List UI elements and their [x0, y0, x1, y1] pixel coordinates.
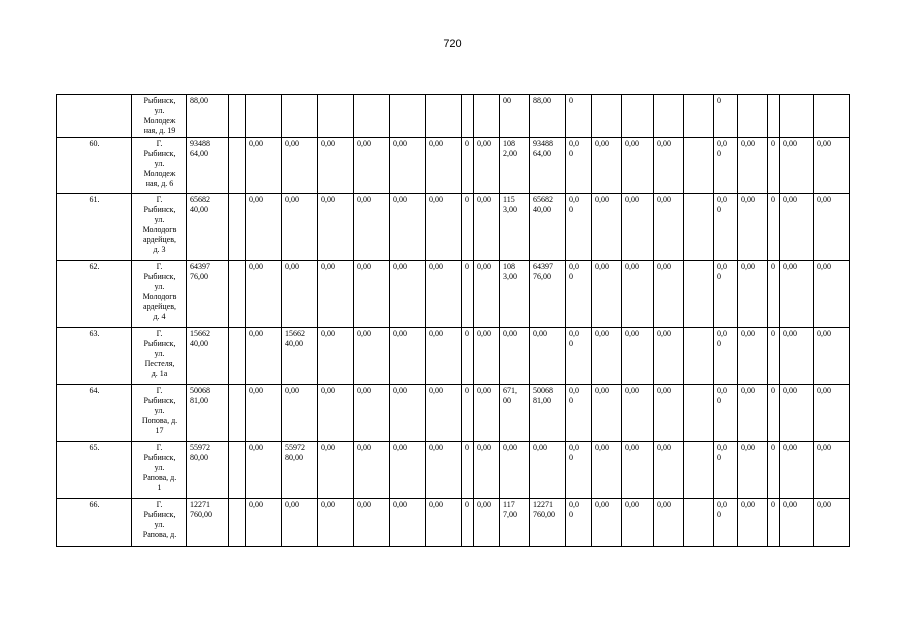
address-cell: Г. Рыбинск, ул. Рапова, д. 1 [132, 442, 187, 499]
value-cell [684, 138, 714, 194]
value-cell: 0,0 0 [714, 138, 738, 194]
value-cell: 0,00 [246, 328, 282, 385]
address-cell: Г. Рыбинск, ул. Попова, д. 17 [132, 385, 187, 442]
value-cell [229, 499, 246, 547]
value-cell: 0,00 [500, 442, 530, 499]
row-number-cell: 60. [57, 138, 132, 194]
value-cell: 0,00 [654, 385, 684, 442]
value-cell: 0,00 [654, 442, 684, 499]
value-cell: 0,00 [390, 261, 426, 328]
value-cell: 55972 80,00 [282, 442, 318, 499]
address-cell: Рыбинск, ул. Молодеж ная, д. 19 [132, 95, 187, 138]
value-cell: 0,00 [814, 442, 850, 499]
value-cell: 0,00 [738, 328, 768, 385]
value-cell: 0,0 0 [566, 194, 592, 261]
value-cell: 108 3,00 [500, 261, 530, 328]
value-cell: 117 7,00 [500, 499, 530, 547]
value-cell: 0,00 [592, 385, 622, 442]
value-cell: 12271 760,00 [187, 499, 229, 547]
data-table [56, 94, 850, 547]
value-cell: 93488 64,00 [187, 138, 229, 194]
value-cell: 0,00 [738, 385, 768, 442]
value-cell: 0,00 [390, 194, 426, 261]
value-cell: 0 [768, 261, 780, 328]
table-row [57, 499, 850, 547]
value-cell: 0,0 0 [566, 442, 592, 499]
value-cell: 0,00 [592, 442, 622, 499]
value-cell: 64397 76,00 [530, 261, 566, 328]
table-row [57, 261, 850, 328]
value-cell [426, 95, 462, 138]
value-cell: 0,00 [282, 138, 318, 194]
value-cell: 0,00 [780, 261, 814, 328]
value-cell: 0,0 0 [566, 328, 592, 385]
value-cell: 0,00 [622, 138, 654, 194]
table-row [57, 385, 850, 442]
value-cell: 88,00 [530, 95, 566, 138]
value-cell: 0,00 [390, 385, 426, 442]
value-cell: 0,00 [654, 328, 684, 385]
value-cell: 0,0 0 [566, 499, 592, 547]
value-cell: 64397 76,00 [187, 261, 229, 328]
value-cell: 0,00 [426, 138, 462, 194]
value-cell: 0 [462, 499, 474, 547]
value-cell [684, 442, 714, 499]
value-cell: 0 [462, 385, 474, 442]
value-cell [684, 328, 714, 385]
value-cell: 0 [462, 138, 474, 194]
address-cell: Г. Рыбинск, ул. Молодогв ардейцев, д. 4 [132, 261, 187, 328]
value-cell [462, 95, 474, 138]
value-cell: 0,00 [474, 261, 500, 328]
value-cell: 0,00 [354, 261, 390, 328]
row-number-cell: 61. [57, 194, 132, 261]
value-cell [229, 261, 246, 328]
value-cell: 0 [462, 328, 474, 385]
value-cell: 115 3,00 [500, 194, 530, 261]
value-cell: 0,00 [592, 499, 622, 547]
value-cell: 0,00 [780, 194, 814, 261]
value-cell: 0,00 [654, 499, 684, 547]
value-cell: 0,00 [622, 194, 654, 261]
value-cell: 0,00 [622, 261, 654, 328]
value-cell [474, 95, 500, 138]
value-cell: 0,00 [814, 261, 850, 328]
row-number-cell: 65. [57, 442, 132, 499]
value-cell: 0 [714, 95, 738, 138]
value-cell: 0,00 [654, 261, 684, 328]
value-cell [684, 261, 714, 328]
value-cell: 0 [462, 194, 474, 261]
value-cell: 0,00 [390, 138, 426, 194]
value-cell: 0,00 [318, 499, 354, 547]
value-cell: 0,00 [780, 328, 814, 385]
value-cell: 0,00 [592, 328, 622, 385]
value-cell: 671, 00 [500, 385, 530, 442]
value-cell [318, 95, 354, 138]
value-cell: 0,00 [426, 385, 462, 442]
value-cell: 0,00 [738, 442, 768, 499]
value-cell: 0,00 [474, 442, 500, 499]
value-cell: 0,00 [622, 499, 654, 547]
value-cell: 0,00 [622, 385, 654, 442]
value-cell: 00 [500, 95, 530, 138]
value-cell [622, 95, 654, 138]
row-number-cell: 62. [57, 261, 132, 328]
table-row [57, 95, 850, 138]
value-cell: 0,00 [780, 385, 814, 442]
value-cell: 0,00 [318, 385, 354, 442]
value-cell: 50068 81,00 [530, 385, 566, 442]
value-cell: 0,00 [738, 261, 768, 328]
value-cell [282, 95, 318, 138]
value-cell: 88,00 [187, 95, 229, 138]
value-cell: 0 [462, 442, 474, 499]
value-cell: 0,00 [780, 499, 814, 547]
value-cell: 0,00 [814, 385, 850, 442]
value-cell: 0 [768, 194, 780, 261]
value-cell: 0,00 [390, 442, 426, 499]
value-cell: 0,00 [282, 385, 318, 442]
address-cell: Г. Рыбинск, ул. Пестеля, д. 1а [132, 328, 187, 385]
value-cell: 0,00 [814, 138, 850, 194]
value-cell: 0,00 [354, 385, 390, 442]
value-cell: 0,00 [814, 328, 850, 385]
value-cell: 0,00 [474, 499, 500, 547]
value-cell: 0,00 [814, 194, 850, 261]
row-number-cell: 64. [57, 385, 132, 442]
row-number-cell: 66. [57, 499, 132, 547]
value-cell [229, 442, 246, 499]
value-cell [229, 328, 246, 385]
value-cell [738, 95, 768, 138]
row-number-cell: 63. [57, 328, 132, 385]
table-row [57, 194, 850, 261]
value-cell: 0,00 [426, 442, 462, 499]
value-cell: 55972 80,00 [187, 442, 229, 499]
value-cell: 0,00 [474, 194, 500, 261]
value-cell: 0,00 [354, 499, 390, 547]
value-cell: 0,00 [426, 499, 462, 547]
value-cell [654, 95, 684, 138]
value-cell: 65682 40,00 [530, 194, 566, 261]
value-cell: 0,00 [474, 328, 500, 385]
value-cell: 0,00 [318, 194, 354, 261]
value-cell: 0,00 [282, 499, 318, 547]
value-cell: 0,00 [282, 194, 318, 261]
value-cell: 108 2,00 [500, 138, 530, 194]
value-cell: 0,00 [354, 442, 390, 499]
value-cell: 0,0 0 [714, 328, 738, 385]
value-cell: 0,0 0 [566, 385, 592, 442]
value-cell: 0,0 0 [714, 385, 738, 442]
value-cell [592, 95, 622, 138]
value-cell: 0,0 0 [714, 499, 738, 547]
value-cell: 0,00 [246, 385, 282, 442]
value-cell [684, 499, 714, 547]
value-cell: 15662 40,00 [187, 328, 229, 385]
value-cell: 0,0 0 [566, 138, 592, 194]
value-cell: 0,00 [246, 261, 282, 328]
value-cell: 0,00 [318, 328, 354, 385]
value-cell [354, 95, 390, 138]
value-cell: 0,00 [738, 499, 768, 547]
value-cell [229, 95, 246, 138]
value-cell: 0 [768, 138, 780, 194]
value-cell: 93488 64,00 [530, 138, 566, 194]
value-cell [684, 194, 714, 261]
value-cell: 0 [768, 499, 780, 547]
value-cell: 0,00 [474, 385, 500, 442]
value-cell: 0,00 [390, 328, 426, 385]
value-cell: 0,00 [654, 138, 684, 194]
value-cell: 0,00 [318, 138, 354, 194]
value-cell: 0,0 0 [714, 261, 738, 328]
value-cell: 0 [462, 261, 474, 328]
value-cell: 0,00 [814, 499, 850, 547]
value-cell [768, 95, 780, 138]
value-cell: 0,00 [654, 194, 684, 261]
row-number-cell [57, 95, 132, 138]
value-cell: 0,00 [530, 328, 566, 385]
value-cell [780, 95, 814, 138]
value-cell: 0,0 0 [714, 194, 738, 261]
value-cell [684, 95, 714, 138]
value-cell: 0,00 [426, 328, 462, 385]
value-cell: 0,00 [738, 194, 768, 261]
value-cell [229, 138, 246, 194]
value-cell: 0,00 [622, 328, 654, 385]
value-cell: 0,00 [592, 261, 622, 328]
value-cell: 0,0 0 [566, 261, 592, 328]
value-cell: 0 [768, 442, 780, 499]
value-cell: 0,00 [390, 499, 426, 547]
page-number: 720 [443, 38, 462, 50]
table-row [57, 138, 850, 194]
value-cell: 0 [566, 95, 592, 138]
value-cell [684, 385, 714, 442]
value-cell: 0,0 0 [714, 442, 738, 499]
value-cell: 0,00 [246, 442, 282, 499]
value-cell: 0,00 [530, 442, 566, 499]
value-cell: 0,00 [426, 261, 462, 328]
value-cell: 0,00 [592, 138, 622, 194]
value-cell [814, 95, 850, 138]
value-cell: 0 [768, 328, 780, 385]
value-cell: 0,00 [318, 261, 354, 328]
value-cell: 50068 81,00 [187, 385, 229, 442]
value-cell: 0,00 [780, 138, 814, 194]
value-cell: 12271 760,00 [530, 499, 566, 547]
value-cell: 65682 40,00 [187, 194, 229, 261]
value-cell: 0,00 [780, 442, 814, 499]
value-cell: 0,00 [592, 194, 622, 261]
value-cell [390, 95, 426, 138]
value-cell [246, 95, 282, 138]
address-cell: Г. Рыбинск, ул. Молодогв ардейцев, д. 3 [132, 194, 187, 261]
table-row [57, 442, 850, 499]
value-cell: 0,00 [500, 328, 530, 385]
value-cell: 0,00 [246, 138, 282, 194]
table-row [57, 328, 850, 385]
value-cell: 0,00 [282, 261, 318, 328]
value-cell: 0,00 [354, 138, 390, 194]
address-cell: Г. Рыбинск, ул. Молодеж ная, д. 6 [132, 138, 187, 194]
value-cell: 0,00 [246, 194, 282, 261]
value-cell: 0,00 [474, 138, 500, 194]
value-cell: 0 [768, 385, 780, 442]
value-cell [229, 194, 246, 261]
value-cell: 0,00 [354, 194, 390, 261]
value-cell [229, 385, 246, 442]
value-cell: 0,00 [354, 328, 390, 385]
value-cell: 15662 40,00 [282, 328, 318, 385]
value-cell: 0,00 [318, 442, 354, 499]
value-cell: 0,00 [738, 138, 768, 194]
value-cell: 0,00 [246, 499, 282, 547]
value-cell: 0,00 [622, 442, 654, 499]
address-cell: Г. Рыбинск, ул. Рапова, д. [132, 499, 187, 547]
value-cell: 0,00 [426, 194, 462, 261]
